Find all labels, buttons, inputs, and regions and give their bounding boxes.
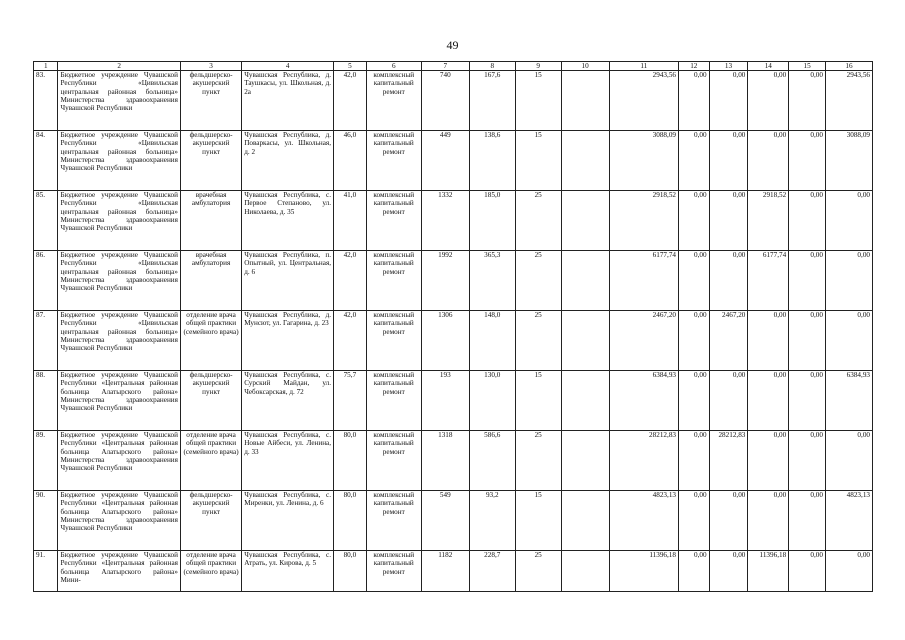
- value-cell-16: 0,00: [825, 551, 872, 592]
- facility-type-cell: отделение врача общей практики (семейного врача): [180, 431, 241, 491]
- total-cost-cell: 2467,20: [609, 311, 678, 371]
- value-cell-14: 2918,52: [748, 191, 789, 251]
- total-cost-cell: 4823,13: [609, 491, 678, 551]
- value-cell-9: 15: [515, 491, 561, 551]
- value-cell-15: 0,00: [789, 551, 826, 592]
- row-number-cell: 89.: [34, 431, 58, 491]
- value-cell-10: [561, 491, 609, 551]
- facility-type-cell: фельдшерско-акушерский пункт: [180, 371, 241, 431]
- value-cell-14: 0,00: [748, 71, 789, 131]
- value-cell-15: 0,00: [789, 371, 826, 431]
- total-cost-cell: 2943,56: [609, 71, 678, 131]
- table-row: [34, 371, 873, 431]
- value-cell-10: [561, 371, 609, 431]
- value-cell-7: 1306: [421, 311, 469, 371]
- column-header: 16: [825, 62, 872, 71]
- value-cell-16: 0,00: [825, 251, 872, 311]
- organization-cell: Бюджетное учреждение Чувашской Республики «Цивильская центральная районная больница» Министерства здравоохранения Чувашской Республики: [58, 251, 180, 311]
- work-type-cell: комплексный капитальный ремонт: [366, 131, 421, 191]
- row-number-cell: 84.: [34, 131, 58, 191]
- row-number-cell: 88.: [34, 371, 58, 431]
- table-row: [34, 311, 873, 371]
- value-cell-9: 25: [515, 251, 561, 311]
- area-cell: 41,0: [334, 191, 367, 251]
- work-type-cell: комплексный капитальный ремонт: [366, 551, 421, 592]
- value-cell-10: [561, 131, 609, 191]
- work-type-cell: комплексный капитальный ремонт: [366, 491, 421, 551]
- value-cell-13: 0,00: [709, 191, 748, 251]
- row-number-cell: 85.: [34, 191, 58, 251]
- total-cost-cell: 6384,93: [609, 371, 678, 431]
- area-cell: 42,0: [334, 311, 367, 371]
- value-cell-16: 2943,56: [825, 71, 872, 131]
- address-cell: Чувашская Республика, с. Сурский Майдан, ул. Чебоксарская, д. 72: [242, 371, 334, 431]
- total-cost-cell: 28212,83: [609, 431, 678, 491]
- value-cell-16: 3088,09: [825, 131, 872, 191]
- value-cell-12: 0,00: [679, 491, 710, 551]
- column-header: 11: [609, 62, 678, 71]
- column-header: 10: [561, 62, 609, 71]
- value-cell-8: 138,6: [469, 131, 515, 191]
- organization-cell: Бюджетное учреждение Чувашской Республики «Центральная районная больница Алатырского района» Министерства здравоохранения Чувашской Республики: [58, 371, 180, 431]
- value-cell-7: 740: [421, 71, 469, 131]
- value-cell-8: 586,6: [469, 431, 515, 491]
- value-cell-13: 0,00: [709, 251, 748, 311]
- total-cost-cell: 2918,52: [609, 191, 678, 251]
- value-cell-13: 0,00: [709, 371, 748, 431]
- value-cell-9: 15: [515, 131, 561, 191]
- value-cell-14: 0,00: [748, 431, 789, 491]
- row-number-cell: 90.: [34, 491, 58, 551]
- organization-cell: Бюджетное учреждение Чувашской Республики «Центральная районная больница Алатырского района» Мини-: [58, 551, 180, 592]
- value-cell-9: 15: [515, 71, 561, 131]
- value-cell-16: 0,00: [825, 311, 872, 371]
- table-row: [34, 551, 873, 592]
- value-cell-16: 4823,13: [825, 491, 872, 551]
- address-cell: Чувашская Республика, с. Миренки, ул. Ленина, д. 6: [242, 491, 334, 551]
- total-cost-cell: 6177,74: [609, 251, 678, 311]
- organization-cell: Бюджетное учреждение Чувашской Республики «Цивильская центральная районная больница» Министерства здравоохранения Чувашской Республики: [58, 311, 180, 371]
- value-cell-16: 0,00: [825, 191, 872, 251]
- value-cell-12: 0,00: [679, 71, 710, 131]
- value-cell-13: 0,00: [709, 491, 748, 551]
- total-cost-cell: 11396,18: [609, 551, 678, 592]
- facility-type-cell: фельдшерско-акушерский пункт: [180, 71, 241, 131]
- value-cell-13: 0,00: [709, 551, 748, 592]
- work-type-cell: комплексный капитальный ремонт: [366, 71, 421, 131]
- area-cell: 75,7: [334, 371, 367, 431]
- row-number-cell: 83.: [34, 71, 58, 131]
- value-cell-13: 2467,20: [709, 311, 748, 371]
- area-cell: 80,0: [334, 431, 367, 491]
- value-cell-15: 0,00: [789, 251, 826, 311]
- work-type-cell: комплексный капитальный ремонт: [366, 191, 421, 251]
- value-cell-15: 0,00: [789, 311, 826, 371]
- value-cell-9: 25: [515, 431, 561, 491]
- value-cell-14: 0,00: [748, 491, 789, 551]
- column-header: 1: [34, 62, 58, 71]
- value-cell-7: 1332: [421, 191, 469, 251]
- row-number-cell: 86.: [34, 251, 58, 311]
- value-cell-15: 0,00: [789, 191, 826, 251]
- address-cell: Чувашская Республика, д. Таушкасы, ул. Школьная, д. 2а: [242, 71, 334, 131]
- value-cell-14: 11396,18: [748, 551, 789, 592]
- organization-cell: Бюджетное учреждение Чувашской Республики «Цивильская центральная районная больница» Министерства здравоохранения Чувашской Республики: [58, 191, 180, 251]
- value-cell-7: 449: [421, 131, 469, 191]
- area-cell: 42,0: [334, 71, 367, 131]
- work-type-cell: комплексный капитальный ремонт: [366, 371, 421, 431]
- value-cell-8: 228,7: [469, 551, 515, 592]
- value-cell-10: [561, 311, 609, 371]
- value-cell-12: 0,00: [679, 251, 710, 311]
- area-cell: 46,0: [334, 131, 367, 191]
- value-cell-14: 0,00: [748, 311, 789, 371]
- column-header: 9: [515, 62, 561, 71]
- value-cell-10: [561, 191, 609, 251]
- value-cell-8: 130,0: [469, 371, 515, 431]
- column-header: 6: [366, 62, 421, 71]
- value-cell-13: 28212,83: [709, 431, 748, 491]
- table-row: [34, 131, 873, 191]
- table-row: [34, 431, 873, 491]
- value-cell-8: 167,6: [469, 71, 515, 131]
- value-cell-9: 25: [515, 311, 561, 371]
- facility-type-cell: врачебная амбулатория: [180, 251, 241, 311]
- page-number: 49: [446, 38, 459, 52]
- value-cell-16: 0,00: [825, 431, 872, 491]
- column-header: 15: [789, 62, 826, 71]
- value-cell-15: 0,00: [789, 131, 826, 191]
- value-cell-7: 1992: [421, 251, 469, 311]
- value-cell-15: 0,00: [789, 431, 826, 491]
- value-cell-9: 25: [515, 551, 561, 592]
- value-cell-7: 549: [421, 491, 469, 551]
- value-cell-8: 365,3: [469, 251, 515, 311]
- value-cell-13: 0,00: [709, 71, 748, 131]
- value-cell-16: 6384,93: [825, 371, 872, 431]
- facility-type-cell: отделение врача общей практики (семейного врача): [180, 311, 241, 371]
- table-row: [34, 491, 873, 551]
- facility-type-cell: фельдшерско-акушерский пункт: [180, 491, 241, 551]
- column-header: 8: [469, 62, 515, 71]
- value-cell-8: 93,2: [469, 491, 515, 551]
- address-cell: Чувашская Республика, с. Атрать, ул. Кирова, д. 5: [242, 551, 334, 592]
- work-type-cell: комплексный капитальный ремонт: [366, 431, 421, 491]
- table-row: [34, 191, 873, 251]
- value-cell-9: 15: [515, 371, 561, 431]
- header-row: [34, 62, 873, 71]
- organization-cell: Бюджетное учреждение Чувашской Республики «Цивильская центральная районная больница» Министерства здравоохранения Чувашской Республики: [58, 131, 180, 191]
- address-cell: Чувашская Республика, с. Новые Айбеси, ул. Ленина, д. 33: [242, 431, 334, 491]
- column-header: 2: [58, 62, 180, 71]
- value-cell-12: 0,00: [679, 431, 710, 491]
- value-cell-13: 0,00: [709, 131, 748, 191]
- address-cell: Чувашская Республика, д. Поваркасы, ул. Школьная, д. 2: [242, 131, 334, 191]
- column-header: 12: [679, 62, 710, 71]
- area-cell: 80,0: [334, 551, 367, 592]
- value-cell-10: [561, 71, 609, 131]
- table-row: [34, 71, 873, 131]
- column-header: 13: [709, 62, 748, 71]
- value-cell-12: 0,00: [679, 551, 710, 592]
- organization-cell: Бюджетное учреждение Чувашской Республики «Цивильская центральная районная больница» Министерства здравоохранения Чувашской Республики: [58, 71, 180, 131]
- column-header: 5: [334, 62, 367, 71]
- value-cell-12: 0,00: [679, 311, 710, 371]
- value-cell-12: 0,00: [679, 131, 710, 191]
- column-header: 3: [180, 62, 241, 71]
- column-header: 14: [748, 62, 789, 71]
- value-cell-10: [561, 431, 609, 491]
- value-cell-10: [561, 251, 609, 311]
- value-cell-15: 0,00: [789, 71, 826, 131]
- value-cell-14: 0,00: [748, 131, 789, 191]
- area-cell: 80,0: [334, 491, 367, 551]
- facility-type-cell: фельдшерско-акушерский пункт: [180, 131, 241, 191]
- organization-cell: Бюджетное учреждение Чувашской Республики «Центральная районная больница Алатырского района» Министерства здравоохранения Чувашской Республики: [58, 491, 180, 551]
- value-cell-7: 1182: [421, 551, 469, 592]
- area-cell: 42,0: [334, 251, 367, 311]
- value-cell-9: 25: [515, 191, 561, 251]
- value-cell-12: 0,00: [679, 191, 710, 251]
- value-cell-14: 6177,74: [748, 251, 789, 311]
- work-type-cell: комплексный капитальный ремонт: [366, 251, 421, 311]
- address-cell: Чувашская Республика, п. Опытный, ул. Центральная, д. 6: [242, 251, 334, 311]
- total-cost-cell: 3088,09: [609, 131, 678, 191]
- value-cell-10: [561, 551, 609, 592]
- value-cell-12: 0,00: [679, 371, 710, 431]
- value-cell-7: 1318: [421, 431, 469, 491]
- row-number-cell: 87.: [34, 311, 58, 371]
- value-cell-8: 185,0: [469, 191, 515, 251]
- column-header: 4: [242, 62, 334, 71]
- organization-cell: Бюджетное учреждение Чувашской Республики «Центральная районная больница Алатырского района» Министерства здравоохранения Чувашской Республики: [58, 431, 180, 491]
- row-number-cell: 91.: [34, 551, 58, 592]
- register-table: [33, 61, 873, 592]
- address-cell: Чувашская Республика, д. Мунсют, ул. Гагарина, д. 23: [242, 311, 334, 371]
- value-cell-7: 193: [421, 371, 469, 431]
- facility-type-cell: отделение врача общей практики (семейного врача): [180, 551, 241, 592]
- table-row: [34, 251, 873, 311]
- facility-type-cell: врачебная амбулатория: [180, 191, 241, 251]
- value-cell-15: 0,00: [789, 491, 826, 551]
- address-cell: Чувашская Республика, с. Первое Степаново, ул. Николаева, д. 35: [242, 191, 334, 251]
- value-cell-14: 0,00: [748, 371, 789, 431]
- work-type-cell: комплексный капитальный ремонт: [366, 311, 421, 371]
- column-header: 7: [421, 62, 469, 71]
- value-cell-8: 148,0: [469, 311, 515, 371]
